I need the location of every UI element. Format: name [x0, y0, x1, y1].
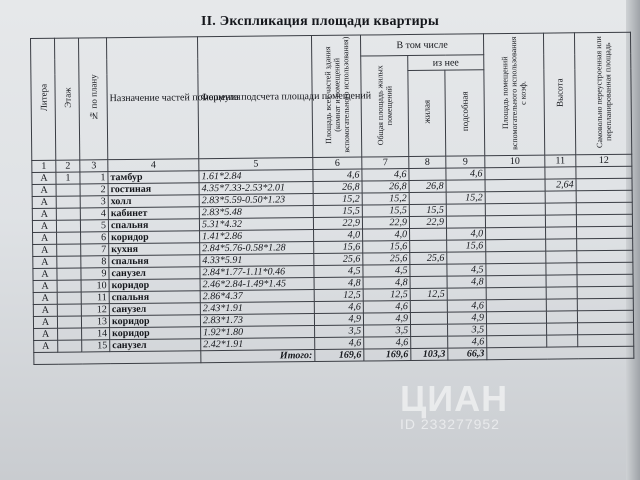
cell-plan-no: 5: [80, 220, 108, 232]
cell-plan-no: 9: [81, 268, 109, 280]
col-number: 9: [446, 156, 485, 168]
cell-aux-area: 4,6: [448, 336, 487, 348]
cell-self-reconstructed: [576, 178, 632, 191]
cell-height: [545, 215, 576, 227]
col-number: 6: [313, 157, 362, 170]
col-number: 7: [362, 157, 409, 169]
cell-living-total: 22,9: [362, 217, 409, 229]
cell-litera: А: [32, 208, 56, 220]
cell-aux-area: 4,5: [447, 264, 486, 276]
cell-living-area: 12,5: [410, 288, 447, 300]
cell-room-name: кухня: [109, 243, 200, 256]
cell-floor: [58, 340, 82, 352]
col-number: 11: [545, 155, 576, 167]
cell-floor: [57, 268, 81, 280]
cell-aux-area: [446, 216, 485, 228]
cell-living-area: [411, 336, 448, 348]
cell-room-name: коридор: [109, 279, 200, 292]
totals-spacer: [34, 351, 201, 365]
cell-room-name: гостиная: [108, 183, 199, 196]
cell-living-area: [409, 168, 446, 180]
cell-living-area: [410, 312, 447, 324]
cell-litera: А: [32, 172, 56, 184]
cell-litera: А: [33, 304, 57, 316]
cell-floor: [57, 256, 81, 268]
cell-room-name: коридор: [110, 327, 201, 340]
totals-living-area: 103,3: [411, 348, 448, 360]
cell-coef: [486, 275, 546, 288]
cell-plan-no: 3: [80, 196, 108, 208]
cell-height: [545, 203, 576, 215]
cell-coef: [486, 251, 546, 264]
cell-living-total: 15,6: [363, 241, 410, 253]
cell-height: [546, 239, 577, 251]
cell-aux-area: 3,5: [448, 324, 487, 336]
header-plan-no: № по плану: [79, 38, 108, 160]
watermark-logo: ЦИАН: [400, 378, 509, 419]
cell-formula: 1.61*2.84: [199, 170, 313, 183]
cell-total-area: 15,5: [313, 205, 362, 218]
cell-formula: 2.83*5.48: [199, 206, 313, 219]
cell-living-total: 12,5: [363, 289, 410, 301]
cell-aux-area: [447, 252, 486, 264]
cell-living-total: 4,6: [364, 337, 411, 349]
cell-litera: А: [33, 316, 57, 328]
cell-litera: А: [32, 220, 56, 232]
cell-floor: [56, 208, 80, 220]
cell-floor: [56, 184, 80, 196]
cell-coef: [487, 335, 547, 348]
cell-living-area: [410, 276, 447, 288]
cell-living-total: 4,9: [363, 313, 410, 325]
cell-floor: [57, 232, 81, 244]
header-aux-area: Площадь помещений вспомогательного использования с коэф.: [483, 33, 544, 156]
cell-formula: 5.31*4.32: [199, 218, 313, 231]
cell-aux-area: 15,6: [447, 240, 486, 252]
cell-litera: А: [33, 268, 57, 280]
cell-room-name: коридор: [109, 231, 200, 244]
cell-living-total: 4,5: [363, 265, 410, 277]
cell-living-area: 25,6: [410, 252, 447, 264]
cell-living-area: [410, 228, 447, 240]
cell-total-area: 15,2: [313, 193, 362, 206]
cell-total-area: 4,6: [314, 301, 363, 314]
cell-room-name: кабинет: [108, 207, 199, 220]
cell-floor: [57, 292, 81, 304]
cell-coef: [485, 167, 545, 180]
header-v-tom-chisle: В том числе: [360, 34, 483, 56]
cell-total-area: 3,5: [315, 325, 364, 338]
cell-coef: [485, 215, 545, 228]
cell-formula: 2.84*5.76-0.58*1.28: [200, 242, 314, 255]
cell-aux-area: 4,9: [447, 312, 486, 324]
cell-plan-no: 13: [81, 316, 109, 328]
header-formula: Формула подсчета площади помещений: [197, 36, 312, 159]
totals-total-area: 169,6: [315, 349, 364, 362]
cell-self-reconstructed: [577, 262, 633, 275]
document-title: II. Экспликация площади квартиры: [200, 14, 440, 29]
cell-plan-no: 6: [81, 232, 109, 244]
cell-coef: [486, 299, 546, 312]
cell-litera: А: [33, 292, 57, 304]
cell-living-area: [409, 192, 446, 204]
cell-living-area: [410, 264, 447, 276]
cell-plan-no: 11: [81, 292, 109, 304]
cell-plan-no: 12: [81, 304, 109, 316]
cell-floor: [57, 244, 81, 256]
cell-height: [546, 227, 577, 239]
cell-height: [545, 191, 576, 203]
cell-aux-area: 15,2: [446, 192, 485, 204]
cell-aux-area: 4,0: [447, 228, 486, 240]
explication-table: [30, 32, 634, 365]
cell-room-name: спальня: [109, 255, 200, 268]
cell-floor: [57, 304, 81, 316]
cell-litera: А: [32, 196, 56, 208]
cell-height: [546, 311, 577, 323]
cell-self-reconstructed: [577, 226, 633, 239]
cell-aux-area: 4,6: [447, 300, 486, 312]
cell-total-area: 26,8: [313, 181, 362, 194]
cell-self-reconstructed: [577, 310, 633, 323]
cell-litera: А: [33, 256, 57, 268]
cell-self-reconstructed: [576, 214, 632, 227]
cell-height: [547, 335, 578, 347]
cell-self-reconstructed: [577, 238, 633, 251]
cell-height: [546, 299, 577, 311]
cell-aux-area: 4,8: [447, 276, 486, 288]
cell-aux-area: [446, 204, 485, 216]
header-height: Высота: [543, 33, 575, 155]
cell-height: [546, 275, 577, 287]
cell-total-area: 25,6: [314, 253, 363, 266]
cell-total-area: 4,6: [313, 169, 362, 182]
cell-litera: А: [33, 232, 57, 244]
header-zhilaya: жилая: [408, 70, 446, 156]
cell-self-reconstructed: [577, 298, 633, 311]
col-number: 2: [56, 160, 80, 172]
cell-plan-no: 15: [82, 340, 110, 352]
cell-self-reconstructed: [576, 202, 632, 215]
col-number: 5: [199, 158, 313, 171]
cell-total-area: 12,5: [314, 289, 363, 302]
cell-plan-no: 4: [80, 208, 108, 220]
cell-self-reconstructed: [578, 322, 634, 335]
cell-formula: 1.41*2.86: [200, 230, 314, 243]
cell-self-reconstructed: [577, 274, 633, 287]
cell-living-total: 15,5: [362, 205, 409, 217]
cell-living-area: [411, 324, 448, 336]
cell-room-name: санузел: [109, 303, 200, 316]
header-living-total: Общая площадь жилых помещений: [361, 56, 409, 157]
cell-coef: [486, 263, 546, 276]
cell-plan-no: 1: [80, 172, 108, 184]
cell-living-total: 25,6: [363, 253, 410, 265]
cell-total-area: 4,5: [314, 265, 363, 278]
cell-total-area: 4,9: [314, 313, 363, 326]
cell-height: [547, 323, 578, 335]
cell-self-reconstructed: [577, 250, 633, 263]
cell-room-name: спальня: [109, 291, 200, 304]
header-purpose: Назначение частей помещения: [107, 37, 199, 160]
cell-room-name: холл: [108, 195, 199, 208]
cell-total-area: 4,8: [314, 277, 363, 290]
col-number: 1: [32, 160, 56, 172]
totals-label: Итого:: [201, 350, 315, 363]
cell-plan-no: 10: [81, 280, 109, 292]
col-number: 8: [409, 156, 446, 168]
cell-living-total: 4,8: [363, 277, 410, 289]
header-litera: Литера: [31, 38, 56, 160]
cell-room-name: спальня: [108, 219, 199, 232]
cell-coef: [485, 203, 545, 216]
col-number: 10: [485, 155, 545, 168]
cell-self-reconstructed: [576, 166, 632, 179]
cell-coef: [485, 179, 545, 192]
cell-living-area: 26,8: [409, 180, 446, 192]
cell-formula: 2.83*5.59-0.50*1.23: [199, 194, 313, 207]
cell-living-area: [410, 240, 447, 252]
cell-coef: [486, 311, 546, 324]
watermark-id: ID 233277952: [400, 416, 500, 432]
cell-formula: 2.43*1.91: [200, 302, 314, 315]
cell-living-total: 15,2: [362, 193, 409, 205]
cell-floor: [56, 196, 80, 208]
cell-formula: 4.33*5.91: [200, 254, 314, 267]
cell-room-name: коридор: [109, 315, 200, 328]
cell-litera: А: [34, 340, 58, 352]
cell-formula: 2.46*2.84-1.49*1.45: [200, 278, 314, 291]
cell-living-total: 4,6: [362, 169, 409, 181]
cell-aux-area: 4,6: [446, 168, 485, 180]
col-number: 4: [108, 159, 199, 172]
cell-aux-area: [447, 288, 486, 300]
cell-height: [546, 263, 577, 275]
cell-aux-area: [446, 180, 485, 192]
cell-self-reconstructed: [577, 286, 633, 299]
totals-aux-area: 66,3: [448, 348, 487, 360]
cell-height: [546, 287, 577, 299]
cell-plan-no: 2: [80, 184, 108, 196]
cell-living-total: 4,6: [363, 301, 410, 313]
cell-room-name: санузел: [110, 339, 201, 352]
cell-coef: [485, 191, 545, 204]
cell-living-total: 4,0: [363, 229, 410, 241]
col-number: 12: [576, 154, 632, 167]
cell-height: [546, 251, 577, 263]
cell-total-area: 15,6: [314, 241, 363, 254]
header-self-reconstructed: Самовольно переустроенная или перепланированная площадь: [574, 32, 631, 155]
cell-floor: 1: [56, 172, 80, 184]
cell-litera: А: [33, 244, 57, 256]
cell-plan-no: 7: [81, 244, 109, 256]
cell-floor: [57, 280, 81, 292]
cell-coef: [487, 323, 547, 336]
cell-living-total: 3,5: [364, 325, 411, 337]
cell-floor: [56, 220, 80, 232]
cell-total-area: 4,0: [314, 229, 363, 242]
cell-formula: 2.83*1.73: [200, 314, 314, 327]
cell-self-reconstructed: [578, 334, 634, 347]
cell-living-area: 22,9: [409, 216, 446, 228]
cell-living-total: 26,8: [362, 181, 409, 193]
header-floor: Этаж: [55, 38, 80, 160]
cell-living-area: [410, 300, 447, 312]
cell-formula: 4.35*7.33-2.53*2.01: [199, 182, 313, 195]
cell-formula: 2.42*1.91: [201, 338, 315, 351]
cell-room-name: тамбур: [108, 171, 199, 184]
cell-coef: [486, 287, 546, 300]
cell-height: [545, 167, 576, 179]
cell-floor: [58, 328, 82, 340]
cell-litera: А: [34, 328, 58, 340]
cell-floor: [57, 316, 81, 328]
cell-room-name: санузел: [109, 267, 200, 280]
header-iz-nee: из нее: [408, 55, 484, 71]
cell-formula: 1.92*1.80: [201, 326, 315, 339]
cell-self-reconstructed: [576, 190, 632, 203]
header-podsobnaya: подсобная: [445, 70, 485, 156]
cell-plan-no: 14: [82, 328, 110, 340]
cell-height: 2,64: [545, 179, 576, 191]
cell-formula: 2.86*4.37: [200, 290, 314, 303]
cell-litera: А: [33, 280, 57, 292]
totals-empty: [487, 346, 634, 360]
cell-litera: А: [32, 184, 56, 196]
cell-plan-no: 8: [81, 256, 109, 268]
cell-total-area: 4,6: [315, 337, 364, 350]
col-number: 3: [80, 160, 108, 172]
cell-living-area: 15,5: [409, 204, 446, 216]
cell-coef: [486, 227, 546, 240]
cell-coef: [486, 239, 546, 252]
totals-living-total: 169,6: [364, 349, 411, 361]
cell-formula: 2.84*1.77-1.11*0.46: [200, 266, 314, 279]
watermark: [400, 378, 508, 432]
cell-total-area: 22,9: [313, 217, 362, 230]
header-total-area: Площадь всех частей здания (комнат и помещений вспомогательного использования): [311, 35, 361, 158]
